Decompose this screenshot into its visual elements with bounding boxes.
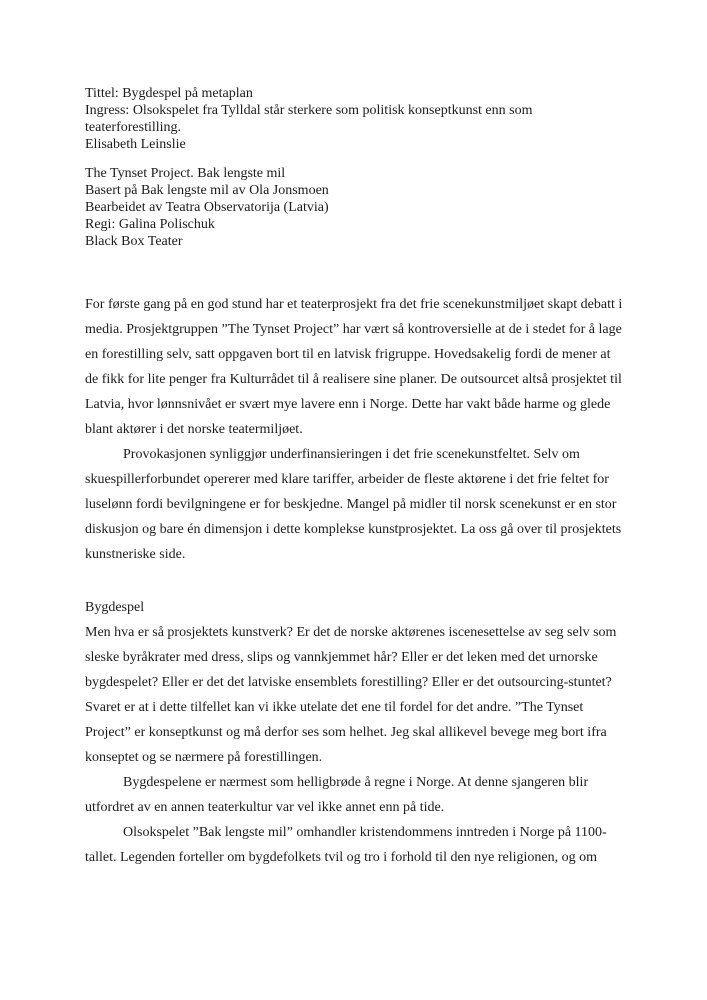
production-credits: [85, 165, 623, 250]
author-name: Elisabeth Leinslie: [85, 137, 186, 152]
title-line: Tittel: Bygdespel på metaplan: [85, 86, 253, 101]
document-content: [85, 85, 623, 870]
paragraph-intro: For første gang på en god stund har et teaterprosjekt fra det frie scenekunstmiljøet skapt debatt i media. Prosjektgruppen ”The Tynset Project” har vært så kontroversielle at de i stedet for å lage en forestilling selv, satt oppgaven bort til en latvisk frigruppe. Hovedsakelig fordi de mener at de fikk for lite penger fra Kulturrådet til å realisere sine planer. De outsourcet altså prosjektet til Latvia, hvor lønnsnivået er svært mye lavere enn i Norge. Dette har vakt både harme og glede blant aktører i det norske teatermiljøet.: [85, 297, 623, 437]
ingress-line: Ingress: Olsokspelet fra Tylldal står sterkere som politisk konseptkunst enn som teaterforestilling.: [85, 103, 533, 135]
credit-line-adapted-by: Bearbeidet av Teatra Observatorija (Latvia): [85, 200, 329, 215]
article-body: [85, 292, 623, 870]
credit-line-venue: Black Box Teater: [85, 234, 183, 249]
credit-line-based-on: Basert på Bak lengste mil av Ola Jonsmoen: [85, 183, 329, 198]
paragraph-olsokspelet: Olsokspelet ”Bak lengste mil” omhandler kristendommens inntreden i Norge på 1100-tallet. Legenden forteller om bygdefolkets tvil og tro i forhold til den nye religionen, og om: [85, 825, 607, 865]
paragraph-provokasjonen: Provokasjonen synliggjør underfinansieringen i det frie scenekunstfeltet. Selv om skuespillerforbundet opererer med klare tariffer, arbeider de fleste aktørene i det frie feltet for luselønn fordi bevilgningene er for beskjedne. Mangel på midler til norsk scenekunst er en stor diskusjon og bare én dimensjon i dette komplekse kunstprosjektet. La oss gå over til prosjektets kunstneriske side.: [85, 447, 622, 562]
credit-line-production-title: The Tynset Project. Bak lengste mil: [85, 166, 286, 181]
paragraph-bygdespelene: Bygdespelene er nærmest som helligbrøde å regne i Norge. At denne sjangeren blir utfordret av en annen teaterkultur var vel ikke annet enn på tide.: [85, 775, 589, 815]
paragraph-kunstverk: Men hva er så prosjektets kunstverk? Er det de norske aktørenes iscenesettelse av seg selv som sleske byråkrater med dress, slips og vannkjemmet hår? Eller er det leken med det urnorske bygdespelet? Eller er det det latviske ensemblets forestilling? Eller er det outsourcing-stuntet? Svaret er at i dette tilfellet kan vi ikke utelate det ene til fordel for det andre. ”The Tynset Project” er konseptkunst og må derfor ses som helhet. Jeg skal allikevel bevege meg bort ifra konseptet og se nærmere på forestillingen.: [85, 625, 617, 765]
section-heading-bygdespel: Bygdespel: [85, 600, 145, 615]
credit-line-director: Regi: Galina Polischuk: [85, 217, 215, 232]
